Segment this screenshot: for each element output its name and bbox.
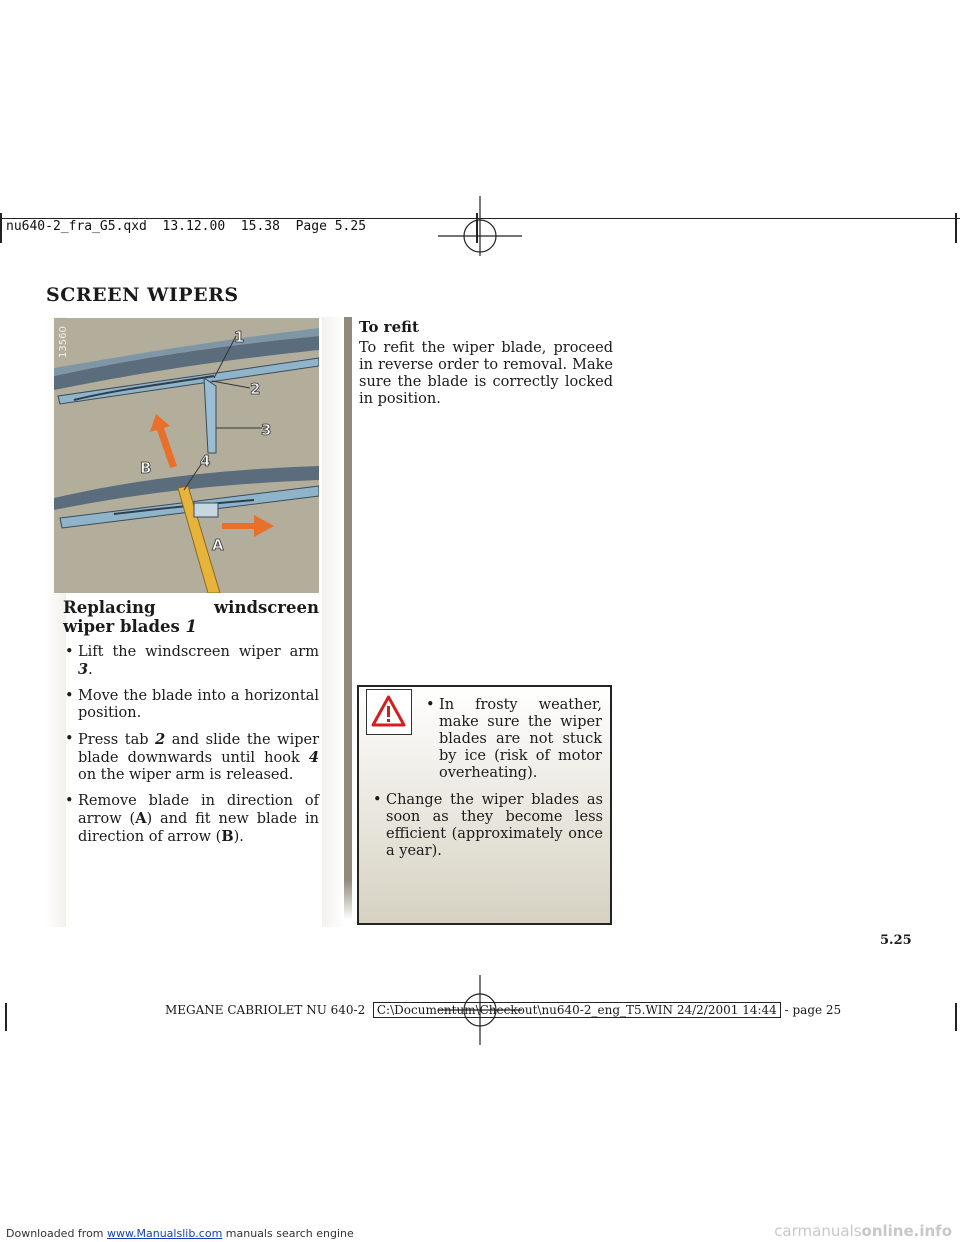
callout-3: 3 — [261, 421, 272, 439]
warning-item-2 — [371, 792, 603, 869]
watermark: carmanualsonline.info — [774, 1222, 952, 1240]
replacing-section — [63, 598, 319, 855]
download-credit: Downloaded from www.Manualslib.com manuals search engine — [6, 1227, 354, 1240]
warning-triangle-icon — [366, 689, 412, 735]
list-item: • Change the wiper blades as soon as they become less efficient (approximately once a year). — [371, 792, 603, 860]
section-title: SCREEN WIPERS — [46, 284, 239, 306]
refit-text: To refit the wiper blade, proceed in reverse order to removal. Make sure the blade is correctly locked in position. — [359, 340, 613, 407]
replacing-steps — [63, 644, 319, 846]
callout-1: 1 — [234, 328, 245, 346]
list-item: • Remove blade in direction of arrow (A) and fit new blade in direction of arrow (B). — [63, 793, 319, 846]
crop-mark — [0, 213, 2, 243]
replacing-heading: Replacing windscreen wiper blades 1 — [63, 598, 319, 636]
list-item: • Press tab 2 and slide the wiper blade downwards until hook 4 on the wiper arm is released. — [63, 731, 319, 784]
column-divider-fade — [344, 880, 352, 920]
refit-heading: To refit — [359, 318, 419, 336]
warning-item-1 — [424, 697, 602, 782]
callout-b: B — [140, 459, 152, 477]
list-item: • In frosty weather, make sure the wiper blades are not stuck by ice (risk of motor overheating). — [424, 697, 602, 782]
column-divider — [344, 317, 352, 917]
refit-section — [359, 318, 613, 408]
crop-mark — [5, 1003, 7, 1031]
file-slug: nu640-2_fra_G5.qxd 13.12.00 15.38 Page 5.25 — [6, 219, 367, 234]
manualslib-link[interactable]: www.Manualslib.com — [107, 1227, 223, 1240]
wiper-illustration — [54, 318, 319, 593]
crop-mark — [955, 1003, 957, 1031]
page-number: 5.25 — [880, 933, 912, 948]
list-item: • Lift the windscreen wiper arm 3. — [63, 644, 319, 679]
illustration-code: 13560 — [58, 326, 69, 358]
callout-a: A — [212, 536, 224, 554]
crop-mark — [955, 213, 957, 243]
print-footer: MEGANE CABRIOLET NU 640-2 C:\Documentum\Checkout\nu640-2_eng_T5.WIN 24/2/2001 14:44 - page 25 — [165, 1003, 842, 1017]
registration-mark-icon — [438, 196, 522, 280]
callout-4: 4 — [200, 452, 211, 470]
mid-gutter-shade — [322, 317, 344, 927]
callout-2: 2 — [250, 380, 261, 398]
list-item: • Move the blade into a horizontal position. — [63, 688, 319, 722]
